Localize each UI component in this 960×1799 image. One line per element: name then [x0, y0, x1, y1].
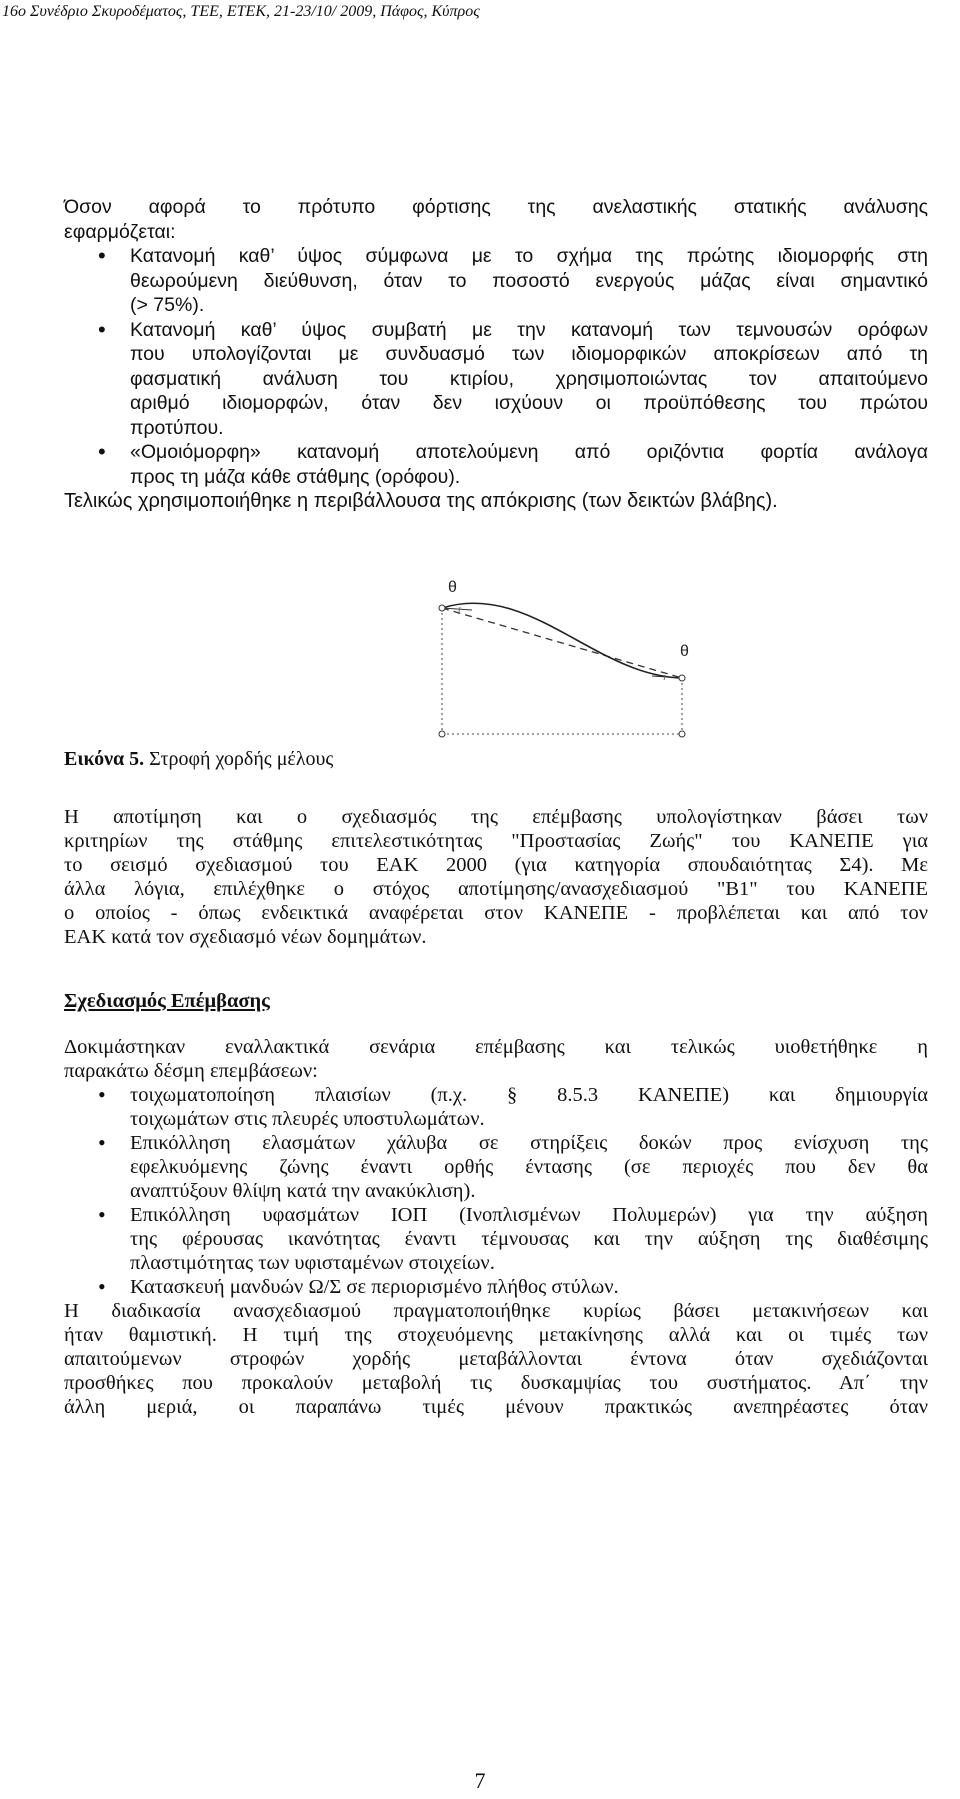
paragraph-line: κριτηρίων της στάθμης επιτελεστικότητας "Προστασίας Ζωής" του ΚΑΝΕΠΕ για [64, 830, 928, 852]
list-item-line: τοιχωμάτων στις πλευρές υποστυλωμάτων. [130, 1108, 485, 1130]
section-title: Σχεδιασμός Επέμβασης [64, 990, 270, 1012]
paragraph-line: απαιτούμενων στροφών χορδής μεταβάλλονται έντονα όταν σχεδιάζονται [64, 1348, 928, 1370]
paragraph-line: Δοκιμάστηκαν εναλλακτικά σενάρια επέμβασης και τελικώς υιοθετήθηκε η [64, 1036, 928, 1058]
theta-label-top: θ [448, 579, 457, 596]
list-item-line: φασματική ανάλυση του κτιρίου, χρησιμοποιώντας τον απαιτούμενο [130, 367, 928, 390]
intervention-section [64, 1035, 928, 1419]
list-item-line: θεωρούμενη διεύθυνση, όταν το ποσοστό ενεργούς μάζας είναι σημαντικό [130, 269, 928, 292]
paragraph-line: ο οποίος - όπως ενδεικτικά αναφέρεται στον ΚΑΝΕΠΕ - προβλέπεται και από τον [64, 902, 928, 924]
figure-caption [64, 748, 333, 771]
paragraph-line: εφαρμόζεται: [64, 220, 176, 243]
assessment-paragraph [64, 805, 928, 949]
list-item [64, 1083, 928, 1131]
list-item-line: προς τη μάζα κάθε στάθμης (ορόφου). [130, 465, 461, 488]
list-item-line: αναπτύξουν θλίψη κατά την ανακύκλιση). [130, 1180, 476, 1202]
running-header: 16ο Συνέδριο Σκυροδέματος, ΤΕΕ, ΕΤΕΚ, 21-23/10/ 2009, Πάφος, Κύπρος [2, 3, 480, 20]
list-item [64, 440, 928, 489]
list-item-line: της φέρουσας ικανότητας έναντι τέμνουσας και την αύξηση της διαθέσιμης [130, 1228, 928, 1250]
list-item [64, 1275, 928, 1299]
list-item-line: • «Ομοιόμορφη» κατανομή αποτελούμενη από οριζόντια φορτία ανάλογα [130, 441, 928, 463]
deformed-member-curve [442, 603, 682, 678]
list-item-line: Κατασκευή μανδυών Ω/Σ σε περιορισμένο πλήθος στύλων. [130, 1276, 619, 1298]
chord-rotation-diagram [420, 576, 720, 746]
page-number: 7 [474, 1768, 486, 1793]
list-item-line: εφελκυόμενης ζώνης έναντι ορθής έντασης (σε περιοχές που δεν θα [130, 1156, 928, 1178]
paragraph-line: προσθήκες που προκαλούν μεταβολή τις δυσκαμψίας του συστήματος. Απ΄ την [64, 1372, 928, 1394]
paragraph-line: το σεισμό σχεδιασμού του ΕΑΚ 2000 (για κατηγορία σπουδαιότητας Σ4). Με [64, 854, 928, 876]
base-node-left [439, 731, 445, 737]
list-item-line: • Κατανομή καθ’ ύψος σύμφωνα με το σχήμα της πρώτης ιδιομορφής στη [130, 245, 928, 267]
list-item-line: • τοιχωματοποίηση πλαισίων (π.χ. § 8.5.3 ΚΑΝΕΠΕ) και δημιουργία [130, 1084, 928, 1106]
paragraph-line: Όσον αφορά το πρότυπο φόρτισης της ανελαστικής στατικής ανάλυσης [64, 196, 928, 218]
chord-line [442, 608, 682, 678]
base-node-right [679, 731, 685, 737]
paragraph-line: παρακάτω δέσμη επεμβάσεων: [64, 1060, 318, 1082]
end-node-left [439, 605, 445, 611]
paragraph-line: Η διαδικασία ανασχεδιασμού πραγματοποιήθηκε κυρίως βάσει μετακινήσεων και [64, 1300, 928, 1322]
list-item-line: αριθμό ιδιομορφών, όταν δεν ισχύουν οι προϋπόθεσης του πρώτου [130, 392, 928, 414]
caption-label: Εικόνα 5. [64, 748, 145, 770]
list-item-line: πλαστιμότητας των υφισταμένων στοιχείων. [130, 1252, 495, 1274]
paragraph-line: άλλα λόγια, επιλέχθηκε ο στόχος αποτίμησης/ανασχεδιασμού "Β1" του ΚΑΝΕΠΕ [64, 878, 928, 900]
paragraph-line: άλλη μεριά, οι παραπάνω τιμές μένουν πρακτικώς ανεπηρέαστες όταν [64, 1396, 928, 1418]
list-item [64, 1131, 928, 1203]
paragraph-line: Τελικώς χρησιμοποιήθηκε η περιβάλλουσα της απόκρισης (των δεικτών βλάβης). [64, 490, 778, 512]
list-item-line: προτύπου. [130, 416, 224, 439]
chord-rotation-figure [420, 576, 720, 746]
list-item-line: • Κατανομή καθ’ ύψος συμβατή με την κατανομή των τεμνουσών ορόφων [130, 318, 928, 341]
list-item-line: που υπολογίζονται με συνδυασμό των ιδιομορφικών αποκρίσεων από τη [130, 343, 928, 365]
list-item-line: • Επικόλληση ελασμάτων χάλυβα σε στηρίξεις δοκών προς ενίσχυση της [130, 1132, 928, 1154]
list-item [64, 318, 928, 441]
paragraph-line: ήταν θαμιστική. Η τιμή της στοχευόμενης μετακίνησης αλλά και οι τιμές των [64, 1324, 928, 1346]
loading-pattern-section [64, 195, 928, 514]
paragraph-line: Η αποτίμηση και ο σχεδιασμός της επέμβασης υπολογίστηκαν βάσει των [64, 806, 928, 828]
paragraph-line: ΕΑΚ κατά τον σχεδιασμό νέων δομημάτων. [64, 926, 427, 948]
list-item [64, 244, 928, 318]
list-item-line: • Επικόλληση υφασμάτων ΙΟΠ (Ινοπλισμένων Πολυμερών) για την αύξηση [130, 1204, 928, 1226]
list-item-line: (> 75%). [130, 294, 205, 316]
end-node-right [679, 675, 685, 681]
theta-label-right: θ [680, 643, 689, 660]
caption-text: Στροφή χορδής μέλους [144, 748, 334, 770]
list-item [64, 1203, 928, 1275]
intervention-list [64, 1083, 928, 1299]
loading-pattern-list [64, 244, 928, 489]
